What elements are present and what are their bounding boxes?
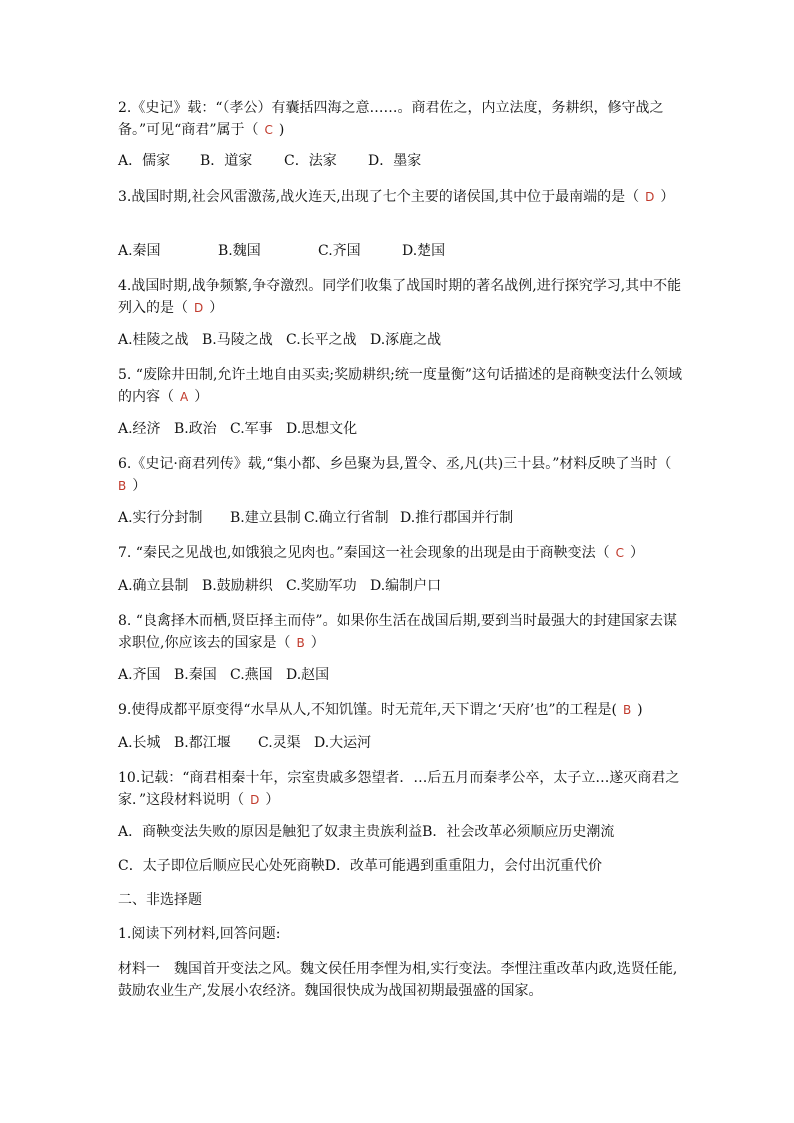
answer-mark: D	[639, 190, 661, 204]
question-text: 6.《史记·商君列传》载,“集小都、乡邑聚为县,置令、丞,凡(共)三十县。”材料反映了当时（	[118, 456, 672, 472]
question-text: 8. “良禽择木而栖,贤臣择主而侍”。如果你生活在战国后期,要到当时最强大的封建国家去谋求职位,你应该去的国家是（	[118, 613, 678, 651]
option-d: D．改革可能遇到重重阻力，会付出沉重代价	[324, 858, 602, 874]
question-text-end: )	[637, 702, 643, 718]
question-9	[118, 699, 688, 721]
options-10-cd	[118, 856, 602, 876]
option-d: D.赵国	[286, 667, 330, 683]
option-b: B.政治	[174, 421, 217, 437]
option-d: D.思想文化	[286, 421, 358, 437]
option-b: B.建立县制	[230, 510, 301, 526]
option-b: B．道家	[200, 153, 253, 169]
question-text-end: ）	[310, 635, 325, 651]
answer-mark: B	[616, 703, 638, 717]
options-4	[118, 330, 441, 350]
options-2	[118, 151, 421, 171]
question-text: 2.《史记》载：“（孝公）有囊括四海之意……。商君佐之，内立法度，务耕织，修守战之备。”可见“商君”属于（	[118, 100, 664, 138]
option-b: B.马陵之战	[202, 332, 273, 348]
question-7	[118, 542, 688, 564]
question-text-end: ）	[132, 478, 147, 494]
question-5	[118, 364, 688, 408]
option-d: D.推行郡国并行制	[400, 510, 514, 526]
question-text: 5. “废除井田制,允许土地自由买卖;奖励耕织;统一度量衡”这句话描述的是商鞅变法什么领域的内容（	[118, 367, 683, 405]
question-text: 10.记载：“商君相秦十年，宗室贵戚多怨望者．…后五月而秦孝公卒，太子立…遂灭商君之家．”这段材料说明（	[118, 770, 680, 808]
answer-mark: A	[174, 390, 195, 404]
option-b: B.鼓励耕织	[202, 578, 273, 594]
question-text-end: ）	[194, 389, 209, 405]
options-10-ab	[118, 822, 614, 842]
section2-question-1: 1.阅读下列材料,回答问题:	[118, 926, 281, 942]
option-a: A.秦国	[118, 243, 161, 259]
question-text: 9.使得成都平原变得“水旱从人,不知饥馑。时无荒年,天下谓之‘天府’也”的工程是(	[118, 702, 617, 718]
option-a: A.经济	[118, 421, 161, 437]
material-1: 材料一 魏国首开变法之风。魏文侯任用李悝为相,实行变法。李悝注重改革内政,选贤任能,鼓励农业生产,发展小农经济。魏国很快成为战国初期最强盛的国家。	[118, 961, 678, 999]
question-2	[118, 97, 688, 141]
option-d: D.涿鹿之战	[370, 332, 442, 348]
option-b: B.秦国	[174, 667, 217, 683]
answer-mark: B	[290, 636, 311, 650]
option-c: C.灵渠	[258, 735, 301, 751]
question-6	[118, 453, 688, 497]
option-c: C.燕国	[230, 667, 273, 683]
answer-mark: C	[609, 546, 630, 560]
option-a: A.齐国	[118, 667, 161, 683]
question-3	[118, 186, 688, 208]
option-a: A．儒家	[118, 153, 171, 169]
options-7	[118, 576, 441, 596]
options-9	[118, 733, 371, 753]
answer-mark: D	[244, 793, 266, 807]
option-d: D.编制户口	[370, 578, 442, 594]
option-b: B.都江堰	[174, 735, 231, 751]
answer-mark: C	[258, 123, 279, 137]
question-text-end: ）	[209, 300, 224, 316]
option-b: B.魏国	[218, 243, 261, 259]
option-a: A.长城	[118, 735, 161, 751]
question-text: 3.战国时期,社会风雷激荡,战火连天,出现了七个主要的诸侯国,其中位于最南端的是（	[118, 189, 640, 205]
options-6	[118, 508, 513, 528]
question-4	[118, 275, 688, 319]
option-c: C．太子即位后顺应民心处死商鞅	[118, 858, 325, 874]
answer-mark: D	[188, 301, 210, 315]
option-c: C.军事	[230, 421, 273, 437]
option-c: C.长平之战	[286, 332, 357, 348]
question-text: 4.战国时期,战争频繁,争夺激烈。同学们收集了战国时期的著名战例,进行探究学习,其中不能列入的是（	[118, 278, 682, 316]
option-c: C.奖励军功	[286, 578, 357, 594]
question-text-end: ）	[265, 792, 280, 808]
option-a: A.确立县制	[118, 578, 189, 594]
question-text: 7. “秦民之见战也,如饿狼之见肉也。”秦国这一社会现象的出现是由于商鞅变法（	[118, 545, 610, 561]
question-text-end: ）	[660, 189, 675, 205]
option-a: A.实行分封制	[118, 510, 203, 526]
section-title: 二、非选择题	[118, 892, 202, 908]
option-b: B．社会改革必须顺应历史潮流	[422, 824, 615, 840]
question-text-end: )	[278, 122, 285, 138]
option-a: A.桂陵之战	[118, 332, 189, 348]
question-8	[118, 610, 688, 654]
question-text-end: ）	[629, 545, 644, 561]
option-c: C.确立行省制	[304, 510, 389, 526]
answer-mark: B	[118, 457, 678, 493]
option-d: D.楚国	[402, 243, 446, 259]
option-d: D．墨家	[368, 153, 422, 169]
option-c: C．法家	[284, 153, 337, 169]
option-a: A．商鞅变法失败的原因是触犯了奴隶主贵族利益	[118, 824, 423, 840]
option-c: C.齐国	[318, 243, 361, 259]
option-d: D.大运河	[314, 735, 372, 751]
question-10	[118, 767, 688, 811]
options-5	[118, 419, 357, 439]
options-8	[118, 665, 329, 685]
options-3	[118, 241, 445, 261]
